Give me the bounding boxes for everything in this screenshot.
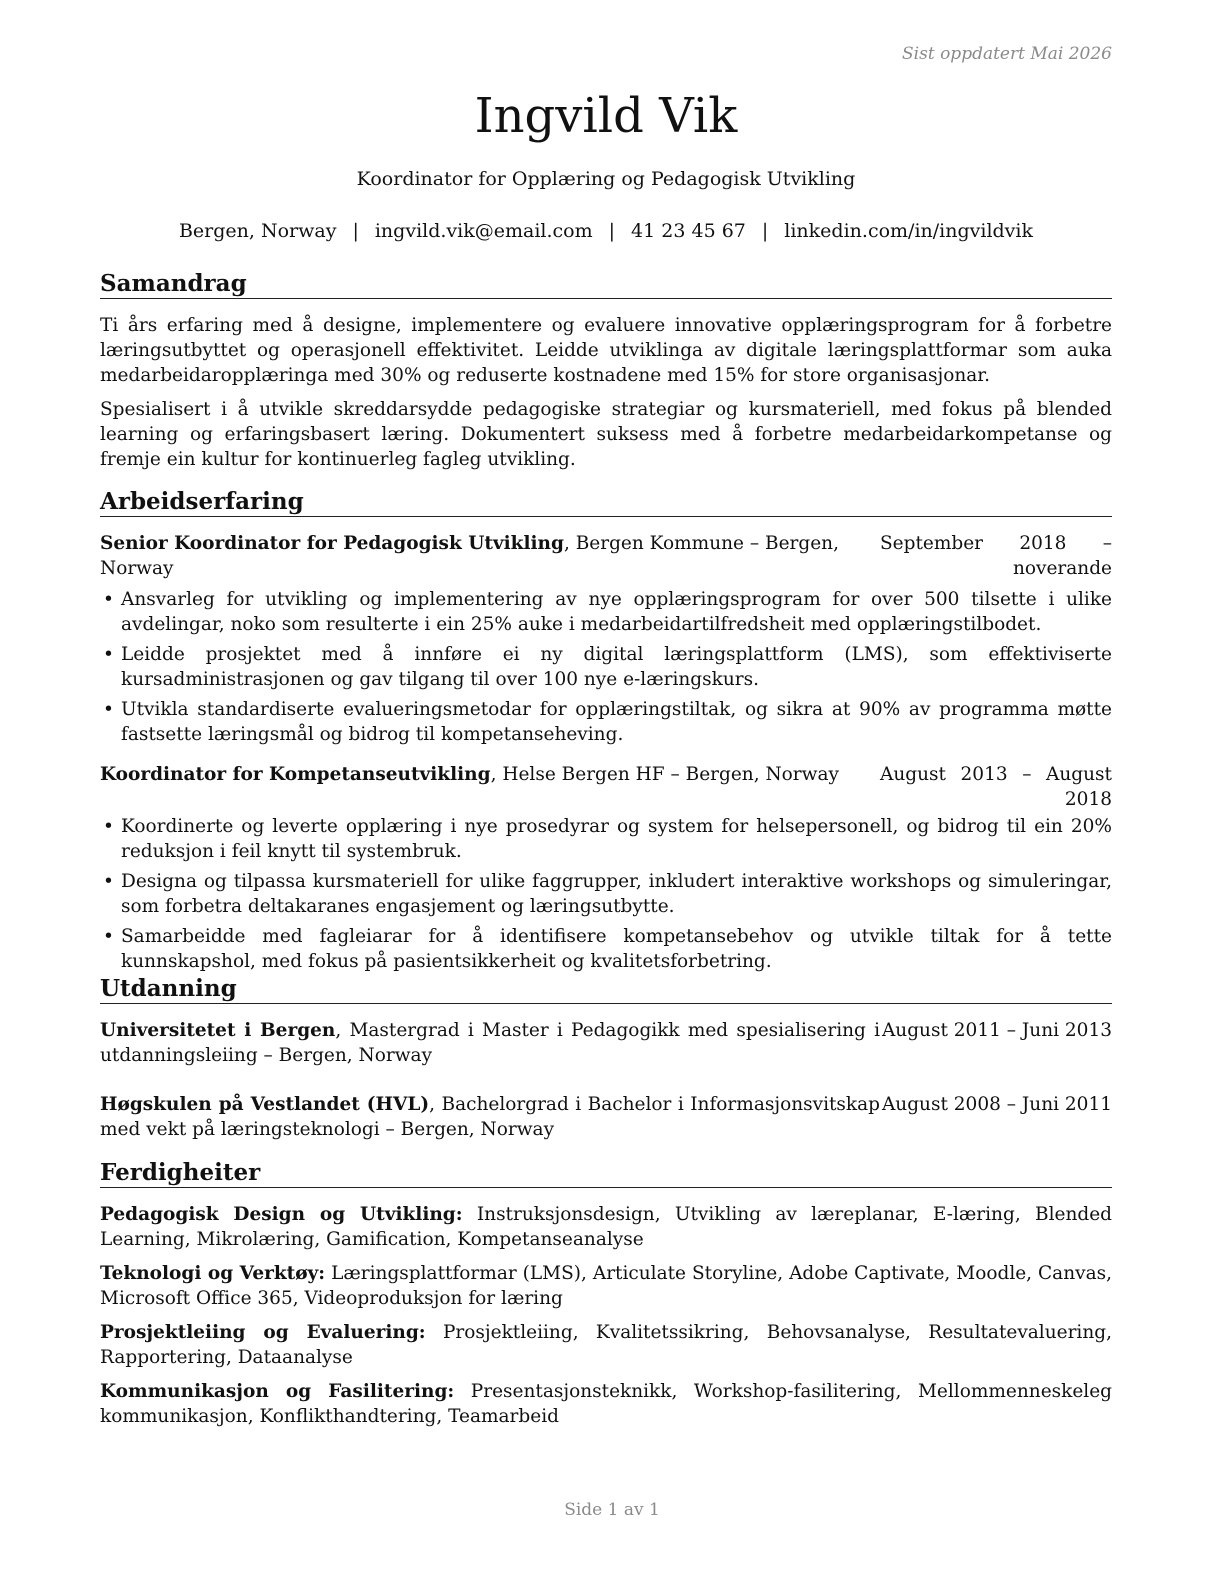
summary-paragraph: Ti års erfaring med å designe, implementere og evaluere innovative opplæringsprogram for å forbetre læringsutbyttet og operasjonell effektivitet. Leidde utviklinga av digitale læringsplattformar som auka medarbeidaropplæringa med 30% og reduserte kostnadene med 15% for store organisasjonar.	[100, 315, 1112, 386]
skill-group-items: Prosjektleiing, Kvalitetssikring, Behovsanalyse, Resultatevaluering, Rapportering, Dataanalyse	[100, 1322, 1112, 1368]
job-heading	[100, 762, 880, 812]
bullet-text: Utvikla standardiserte evalueringsmetodar for opplæringstiltak, og sikra at 90% av programma møtte fastsette læringsmål og bidrog til kompetanseheving.	[121, 699, 1112, 745]
education-heading	[100, 1018, 880, 1068]
contact-separator: |	[352, 220, 359, 242]
job-organization: , Helse Bergen HF – Bergen, Norway	[490, 764, 839, 785]
education-entry	[100, 1092, 1112, 1142]
education-section	[100, 975, 1112, 1166]
job-title: Senior Koordinator for Pedagogisk Utvikling	[100, 533, 564, 554]
bullet-icon: •	[103, 926, 114, 947]
education-heading	[100, 1092, 880, 1142]
skill-group-items: Presentasjonsteknikk, Workshop-fasilitering, Mellommenneskeleg kommunikasjon, Konflikthandtering, Teamarbeid	[100, 1381, 1112, 1427]
job-bullet	[100, 587, 1112, 637]
bullet-text: Ansvarleg for utvikling og implementering av nye opplæringsprogram for over 500 tilsette i ulike avdelingar, noko som resulterte i ein 25% auke i medarbeidartilfredsheit med opplæringstilbodet.	[121, 589, 1112, 635]
summary-paragraph: Spesialisert i å utvikle skreddarsydde pedagogiske strategiar og kursmateriell, med fokus på blended learning og erfaringsbasert læring. Dokumentert suksess med å forbetre medarbeidarkompetanse og fremje ein kultur for kontinuerleg fagleg utvikling.	[100, 399, 1112, 470]
job-entry	[100, 531, 1112, 747]
job-dates: September 2018 – noverande	[880, 533, 1112, 579]
section-heading: Arbeidserfaring	[100, 488, 1112, 517]
job-dates: August 2013 – August 2018	[880, 764, 1112, 810]
last-updated: Sist oppdatert Mai 2026	[902, 44, 1112, 64]
job-organization: , Bergen Kommune – Bergen, Norway	[100, 533, 839, 579]
job-bullet	[100, 814, 1112, 864]
bullet-text: Leidde prosjektet med å innføre ei ny digital læringsplattform (LMS), som effektiviserte kursadministrasjonen og gav tilgang til over 100 nye e-læringskurs.	[121, 644, 1112, 690]
education-entry	[100, 1018, 1112, 1068]
skill-group	[100, 1261, 1112, 1311]
bullet-text: Koordinerte og leverte opplæring i nye prosedyrar og system for helsepersonell, og bidrog til ein 20% reduksjon i feil knytt til systembruk.	[121, 816, 1112, 862]
summary-section	[100, 270, 1112, 481]
job-entry	[100, 762, 1112, 974]
degree-detail: , Mastergrad i Master i Pedagogikk med spesialisering i utdanningsleiing – Bergen, Norway	[100, 1020, 880, 1066]
candidate-name: Ingvild Vik	[474, 88, 738, 144]
contact-separator: |	[608, 220, 616, 242]
job-title: Koordinator for Kompetanseutvikling	[100, 764, 491, 785]
section-heading: Ferdigheiter	[100, 1159, 1112, 1188]
skill-group-items: Læringsplattformar (LMS), Articulate Storyline, Adobe Captivate, Moodle, Canvas, Microsoft Office 365, Videoproduksjon for læring	[100, 1263, 1112, 1309]
contact-email[interactable]: ingvild.vik@email.com	[374, 220, 593, 242]
job-bullet	[100, 869, 1112, 919]
job-heading	[100, 531, 880, 581]
contact-linkedin[interactable]: linkedin.com/in/ingvildvik	[784, 220, 1034, 242]
contact-location: Bergen, Norway	[178, 220, 337, 242]
experience-section	[100, 488, 1112, 979]
skill-group	[100, 1202, 1112, 1252]
job-bullet	[100, 642, 1112, 692]
skill-group-label: Kommunikasjon og Fasilitering:	[100, 1381, 455, 1402]
bullet-text: Designa og tilpassa kursmateriell for ulike faggrupper, inkludert interaktive workshops og simuleringar, som forbetra deltakaranes engasjement og læringsutbytte.	[121, 871, 1112, 917]
section-heading: Samandrag	[100, 270, 1112, 299]
page-number: Side 1 av 1	[564, 1500, 660, 1520]
bullet-icon: •	[103, 699, 114, 720]
contact-separator: |	[761, 220, 769, 242]
school-name: Universitetet i Bergen	[100, 1020, 336, 1041]
candidate-headline: Koordinator for Opplæring og Pedagogisk Utvikling	[356, 168, 856, 190]
education-dates: August 2011 – Juni 2013	[881, 1020, 1112, 1041]
bullet-icon: •	[103, 644, 114, 665]
contact-phone: 41 23 45 67	[631, 220, 746, 242]
section-heading: Utdanning	[100, 975, 1112, 1004]
skill-group-label: Prosjektleiing og Evaluering:	[100, 1322, 426, 1343]
skill-group-label: Pedagogisk Design og Utvikling:	[100, 1204, 463, 1225]
school-name: Høgskulen på Vestlandet (HVL)	[100, 1094, 430, 1115]
education-dates: August 2008 – Juni 2011	[881, 1094, 1112, 1115]
degree-detail: , Bachelorgrad i Bachelor i Informasjonsvitskap med vekt på læringsteknologi – Bergen, Norway	[100, 1094, 880, 1140]
job-bullet	[100, 697, 1112, 747]
contact-line	[100, 219, 1112, 243]
bullet-icon: •	[103, 871, 114, 892]
skill-group-items: Instruksjonsdesign, Utvikling av læreplanar, E-læring, Blended Learning, Mikrolæring, Gamification, Kompetanseanalyse	[100, 1204, 1112, 1250]
skills-section	[100, 1159, 1112, 1438]
bullet-icon: •	[103, 589, 114, 610]
job-bullet	[100, 924, 1112, 974]
skill-group	[100, 1320, 1112, 1370]
bullet-text: Samarbeidde med fagleiarar for å identifisere kompetansebehov og utvikle tiltak for å tette kunnskapshol, med fokus på pasientsikkerheit og kvalitetsforbetring.	[121, 926, 1112, 972]
skill-group	[100, 1379, 1112, 1429]
bullet-icon: •	[103, 816, 114, 837]
skill-group-label: Teknologi og Verktøy:	[100, 1263, 326, 1284]
